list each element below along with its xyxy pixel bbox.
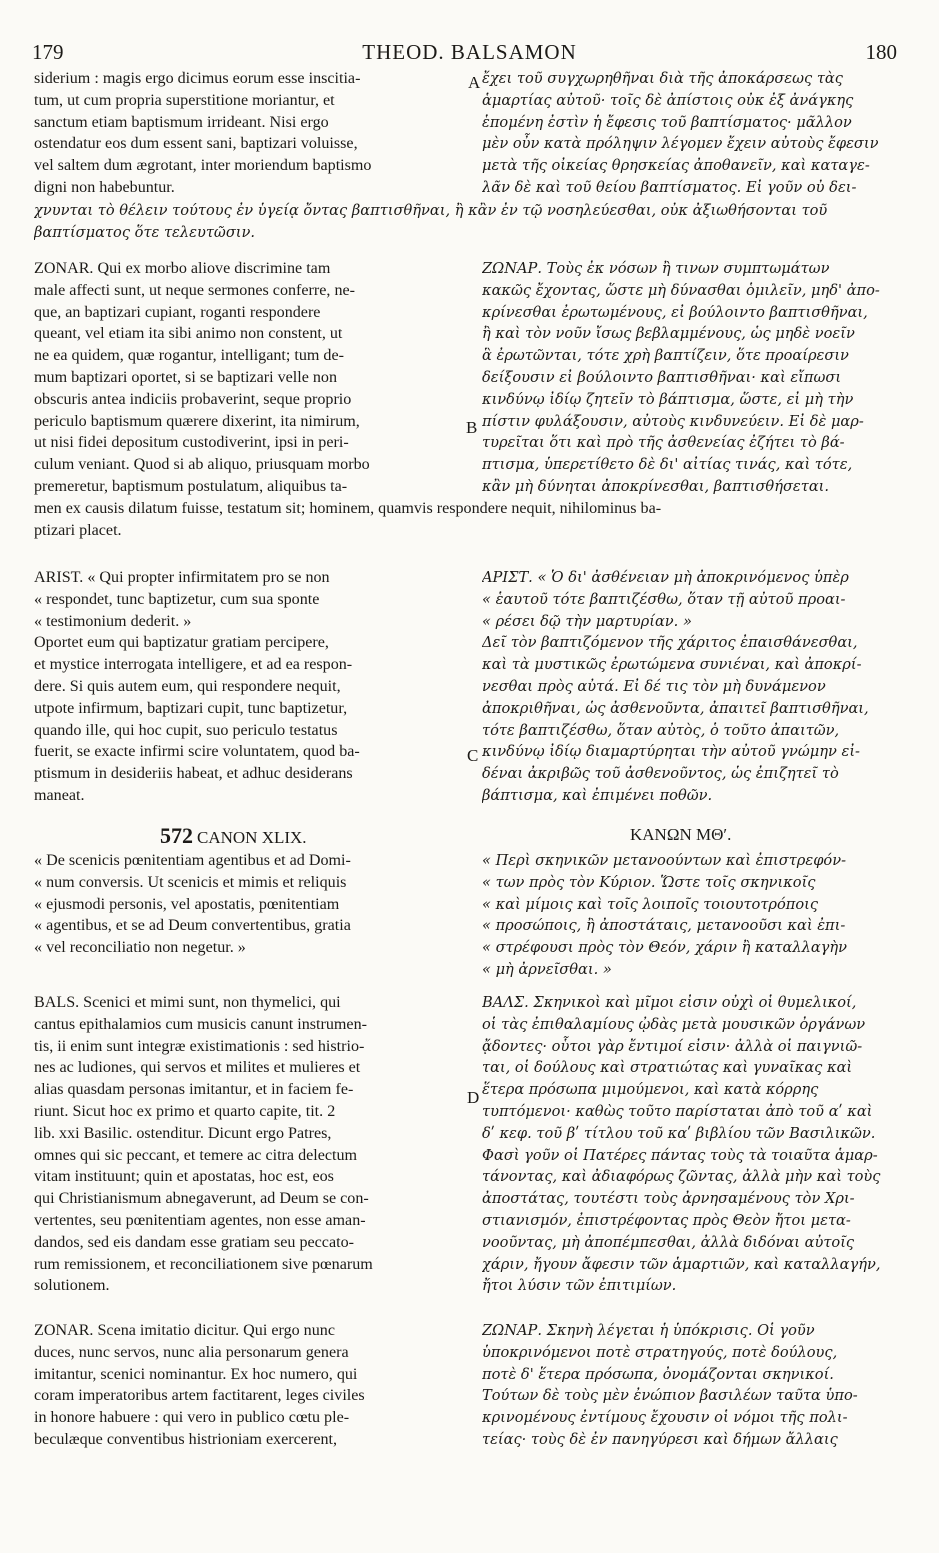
canon-text-greek xyxy=(482,850,904,981)
text-line: πτισμα, ὑπερετίθετο δὲ δι' αἰτίας τινάς, καὶ τότε, xyxy=(482,456,853,474)
text-line: « στρέφουσι πρὸς τὸν Θεόν, χάριν ἢ καταλλαγὴν xyxy=(482,939,848,957)
text-line: premeretur, baptismum postulatum, aliquibus ta- xyxy=(34,477,348,495)
text-line: ἤτοι λύσιν τῶν ἐπιτιμίων. xyxy=(482,1277,677,1295)
margin-marker-b: B xyxy=(466,418,478,437)
text-line: ἢ καὶ τὸν νοῦν ἴσως βεβλαμμένους, ὡς μηδὲ νοεῖν xyxy=(482,325,855,343)
text-line: ΖΩΝΑΡ. Σκηνὴ λέγεται ἡ ὑπόκρισις. Οἱ γοῦν xyxy=(482,1322,815,1339)
text-line: siderium : magis ergo dicimus eorum esse inscitia- xyxy=(34,70,361,87)
text-line: « ρέσει δῷ τὴν μαρτυρίαν. » xyxy=(482,612,692,630)
text-line: « testimonium dederit. » xyxy=(34,612,192,630)
text-line: Oportet eum qui baptizatur gratiam percipere, xyxy=(34,634,329,652)
canon-title-greek: ΚΑΝΩΝ ΜΘʹ. xyxy=(630,825,732,844)
text-line: ut nisi fidei depositum custodiverint, ipsi in peri- xyxy=(34,434,349,452)
text-line: νοοῦντας, μὴ ἀποπέμπεσθαι, ἀλλὰ διδόναι αὐτοῖς xyxy=(482,1233,855,1251)
text-line: cantus epithalamios cum musicis canunt instrumen- xyxy=(34,1015,367,1033)
text-line: κρίνεσθαι ἐρωτωμένους, εἰ βούλοιντο βαπτισθῆναι, xyxy=(482,303,868,321)
text-line: sanctum etiam baptismum irrideant. Nisi ergo xyxy=(34,113,329,131)
text-line: ἀποκριθῆναι, ὡς ἀσθενοῦντα, ἀπαιτεῖ βαπτισθῆναι, xyxy=(482,699,869,717)
text-line: ΖΩΝΑΡ. Τοὺς ἐκ νόσων ἢ τινων συμπτωμάτων xyxy=(482,260,830,277)
text-line: βαπτίσματος ὅτε τελευτῶσιν. xyxy=(34,223,256,241)
text-line: omnes qui sic peccant, et temere ac citra delectum xyxy=(34,1146,358,1164)
text-line: alias quasdam personas imitantur, et in faciem fe- xyxy=(34,1081,354,1099)
text-line: « Περὶ σκηνικῶν μετανοούντων καὶ ἐπιστρεφόν- xyxy=(482,852,847,869)
text-line: dandos, sed eis dandam esse gratiam seu peccato- xyxy=(34,1233,354,1251)
text-line: οἱ τὰς ἐπιθαλαμίους ᾠδὰς μετὰ μουσικῶν ὀργάνων xyxy=(482,1015,866,1033)
text-line: ἕτερα πρόσωπα μιμούμενοι, καὶ κατὰ κόρρης xyxy=(482,1081,819,1099)
text-line: duces, nunc servos, nunc alia personarum genera xyxy=(34,1343,349,1361)
text-line: ποτὲ δ' ἕτερα πρόσωπα, ὀνομάζονται σκηνικοί. xyxy=(482,1365,834,1383)
latin-fullwidth-continuation xyxy=(34,498,904,542)
canon-text-latin xyxy=(34,850,464,959)
text-line: « respondet, tunc baptizetur, cum sua sponte xyxy=(34,590,320,608)
text-line: « προσώποις, ἢ ἀποστάταις, μετανοοῦσι καὶ ἐπι- xyxy=(482,917,846,935)
text-line: ἃ ἐρωτῶνται, τότε χρὴ βαπτίζειν, ὅτε προαίρεσιν xyxy=(482,347,849,365)
text-line: vitam instituunt; quin et apostatas, hoc est, eos xyxy=(34,1168,334,1186)
text-line: κἂν μὴ δύνηται ἀποκρίνεσθαι, βαπτισθήσεται. xyxy=(482,477,830,495)
canon-heading-latin xyxy=(160,823,307,849)
text-line: ΑΡΙΣΤ. « Ὁ δι' ἀσθένειαν μὴ ἀποκρινόμενος ὑπὲρ xyxy=(482,569,849,586)
margin-marker-d: D xyxy=(467,1088,480,1107)
text-line: μετὰ τῆς οἰκείας θρησκείας ἀποθανεῖν, καὶ καταγε- xyxy=(482,157,870,175)
text-line: ne ea quidem, quæ rogantur, intelligant; tum de- xyxy=(34,347,344,365)
text-line: χάριν, ἤγουν ἄφεσιν τῶν ἁμαρτιῶν, καὶ καταλλαγήν, xyxy=(482,1255,881,1273)
text-line: ptizari placet. xyxy=(34,521,122,539)
text-line: ptismum in desideriis habeat, et adhuc desiderans xyxy=(34,765,353,783)
text-line: χνυνται τὸ θέλειν τούτους ἐν ὑγείᾳ ὄντας βαπτισθῆναι, ἢ κἂν ἐν τῷ νοσηλεύεσθαι, οὐκ ἀξιωθήσονται τοῦ xyxy=(34,202,828,219)
greek-text-zonaras xyxy=(482,258,904,498)
text-line: κινδύνῳ ἰδίῳ ζητεῖν τὸ βάπτισμα, ὥστε, εἰ μὴ τὴν xyxy=(482,390,854,408)
text-line: vertentes, seu pœnitentiam agentes, non esse aman- xyxy=(34,1211,366,1229)
text-line: ARIST. « Qui propter infirmitatem pro se non xyxy=(34,569,330,586)
text-line: men ex causis dilatum fuisse, testatum sit; hominem, quamvis respondere nequit, nihilominus ba- xyxy=(34,500,662,517)
text-line: βάπτισμα, καὶ ἐπιμένει ποθῶν. xyxy=(482,786,713,804)
text-line: δʹ κεφ. τοῦ βʹ τίτλου τοῦ καʹ βιβλίου τῶν Βασιλικῶν. xyxy=(482,1124,876,1142)
text-line: imitantur, scenici nominantur. Ex hoc numero, qui xyxy=(34,1365,358,1383)
text-line: δείξουσιν εἰ βούλοιντο βαπτισθῆναι· καὶ εἴπωσι xyxy=(482,368,842,386)
running-header xyxy=(0,40,939,70)
text-line: quando ille, qui hoc cupit, suo periculo testatus xyxy=(34,721,338,739)
text-line: τείας· τοὺς δὲ ἐν πανηγύρεσι καὶ δήμων ἄλλαις xyxy=(482,1430,838,1448)
text-line: « καὶ μίμοις καὶ τοῖς λοιποῖς τοιουτοτρόποις xyxy=(482,895,819,913)
text-line: « των πρὸς τὸν Κύριον. Ὥστε τοῖς σκηνικοῖς xyxy=(482,873,816,891)
text-line: « vel reconciliatio non negetur. » xyxy=(34,939,246,957)
text-line: στιανισμόν, ἐπιστρέφοντας πρὸς Θεὸν ἤτοι μετα- xyxy=(482,1211,851,1229)
greek-text-aristenus xyxy=(482,567,904,807)
text-line: periculo baptismum quærere dixerint, ita nimirum, xyxy=(34,412,360,430)
page-number-right: 180 xyxy=(865,40,897,64)
text-line: τότε βαπτιζέσθω, ὅταν αὐτὸς, ὁ τοῦτο ἀπαιτῶν, xyxy=(482,721,840,739)
text-line: ὑποκρινόμενοι ποτὲ στρατηγούς, ποτὲ δούλους, xyxy=(482,1343,838,1361)
text-line: « μὴ ἀρνεῖσθαι. » xyxy=(482,960,612,978)
text-line: λᾶν δὲ καὶ τοῦ θείου βαπτίσματος. Εἰ γοῦν οὐ δει- xyxy=(482,178,857,196)
margin-marker-a: A xyxy=(468,73,481,92)
text-line: ἁμαρτίας αὐτοῦ· τοῖς δὲ ἀπίστοις οὐκ ἐξ ἀνάγκης xyxy=(482,91,854,109)
text-line: πίστιν φυλάξουσιν, αὐτοὺς κινδυνεύειν. Εἰ δὲ μαρ- xyxy=(482,412,864,430)
text-line: in honore habuere : qui vero in publico cœtu ple- xyxy=(34,1409,350,1427)
text-line: nes ac ludiones, qui servos et milites et mulieres et xyxy=(34,1059,361,1077)
text-line: et mystice interrogata intelligere, et ad ea respon- xyxy=(34,656,353,674)
text-line: « ἑαυτοῦ τότε βαπτιζέσθω, ὅταν τῇ αὐτοῦ προαι- xyxy=(482,590,846,608)
text-line: vel saltem dum ægrotant, inter moriendum baptismo xyxy=(34,157,372,175)
text-line: coram imperatoribus artem factitarent, leges civiles xyxy=(34,1387,365,1405)
text-line: Τούτων δὲ τοὺς μὲν ἐνώπιον βασιλέων ταῦτα ὑπο- xyxy=(482,1387,858,1405)
text-line: ZONAR. Qui ex morbo aliove discrimine tam xyxy=(34,260,331,277)
text-line: lib. xxi Basilic. ostenditur. Dicunt ergo Patres, xyxy=(34,1124,332,1142)
text-line: beculæque conventibus histrioniam exercerent, xyxy=(34,1430,337,1448)
text-line: τάνοντας, καὶ ἀδιαφόρως ζῶντας, ἀλλὰ μὴν καὶ τοὺς xyxy=(482,1168,881,1186)
text-line: μὲν οὖν κατὰ πρόληψιν λέγομεν ἔχειν αὐτοὺς ἔφεσιν xyxy=(482,135,879,153)
text-line: riunt. Sicut hoc ex primo et quarto capite, tit. 2 xyxy=(34,1102,336,1120)
text-line: rum remissionem, et reconciliationem sive pœnarum xyxy=(34,1255,373,1273)
text-line: κινδύνῳ ἰδίῳ διαμαρτύρηται τὴν αὐτοῦ γνώμην εἰ- xyxy=(482,743,860,761)
text-line: dere. Si quis autem eum, qui respondere nequit, xyxy=(34,677,341,695)
greek-fullwidth-continuation xyxy=(34,200,904,244)
latin-text-block-1 xyxy=(34,68,464,199)
greek-text-block-1 xyxy=(482,68,904,199)
text-line: Φασὶ γοῦν οἱ Πατέρες πάντας τοὺς τὰ τοιαῦτα ἁμαρ- xyxy=(482,1146,878,1164)
text-line: qui Christianismum abnegaverunt, ad Deum se con- xyxy=(34,1190,369,1208)
page-number-left: 179 xyxy=(32,40,64,64)
text-line: « agentibus, et se ad Deum convertentibus, gratia xyxy=(34,917,351,935)
text-line: digni non habebuntur. xyxy=(34,178,175,196)
text-line: culum veniant. Quod si ab aliquo, priusquam morbo xyxy=(34,456,370,474)
text-line: « num conversis. Ut scenicis et mimis et reliquis xyxy=(34,873,347,891)
text-line: ται, οἱ δούλους καὶ στρατιώτας καὶ γυναῖκας καὶ xyxy=(482,1059,853,1077)
text-line: « De scenicis pœnitentiam agentibus et ad Domi- xyxy=(34,852,351,869)
text-line: Δεῖ τὸν βαπτιζόμενον τῆς χάριτος ἐπαισθάνεσθαι, xyxy=(482,634,858,652)
running-title: THEOD. BALSAMON xyxy=(362,40,577,64)
text-line: maneat. xyxy=(34,786,85,804)
text-line: κακῶς ἔχοντας, ὥστε μὴ δύνασθαι ὁμιλεῖν, μηδ' ἀπο- xyxy=(482,281,880,299)
text-line: ᾄδοντες· οὗτοι γὰρ ἔντιμοί εἰσιν· ἀλλὰ οἱ παιγνιῶ- xyxy=(482,1037,863,1055)
text-line: καὶ τὰ μυστικῶς ἐρωτώμενα συνιέναι, καὶ ἀποκρί- xyxy=(482,656,862,674)
text-line: ἑπομένη ἐστὶν ἡ ἔφεσις τοῦ βαπτίσματος· μᾶλλον xyxy=(482,113,852,131)
text-line: ἔχει τοῦ συγχωρηθῆναι διὰ τῆς ἀποκάρσεως τὰς xyxy=(482,70,843,87)
canon-title-latin: CANON XLIX. xyxy=(197,828,307,847)
latin-text-zonaras-2 xyxy=(34,1320,464,1451)
text-line: δέναι ἀκριβῶς τοῦ ἀσθενοῦντος, ὡς ἐπιζητεῖ τὸ xyxy=(482,765,839,783)
latin-text-balsamon xyxy=(34,992,464,1297)
text-line: κρινομένους ἐντίμους ἔχουσιν οἱ νόμοι τῆς πολι- xyxy=(482,1409,848,1427)
latin-text-aristenus xyxy=(34,567,464,807)
text-line: mum baptizari oportet, si se baptizari velle non xyxy=(34,368,338,386)
text-line: solutionem. xyxy=(34,1277,110,1295)
text-line: utpote infirmum, baptizari cupit, tunc baptizetur, xyxy=(34,699,348,717)
text-line: ΒΑΛΣ. Σκηνικοὶ καὶ μῖμοι εἰσιν οὐχὶ οἱ θυμελικοί, xyxy=(482,994,857,1011)
latin-text-zonaras xyxy=(34,258,464,498)
text-line: tis, ii enim sunt integræ existimationis : sed histrio- xyxy=(34,1037,365,1055)
text-line: queant, vel etiam ita sibi animo non constent, ut xyxy=(34,325,343,343)
text-line: ZONAR. Scena imitatio dicitur. Qui ergo nunc xyxy=(34,1322,335,1339)
column-number: 572 xyxy=(160,823,193,848)
text-line: tum, ut cum propria superstitione moriantur, et xyxy=(34,91,335,109)
text-line: BALS. Scenici et mimi sunt, non thymelici, qui xyxy=(34,994,341,1011)
text-line: « ejusmodi personis, vel apostatis, pœnitentiam xyxy=(34,895,340,913)
text-line: que, an baptizari cupiant, roganti respondere xyxy=(34,303,321,321)
margin-marker-c: C xyxy=(467,746,479,765)
greek-text-balsamon xyxy=(482,992,904,1297)
text-line: τυρεῖται ὅτι καὶ πρὸ τῆς ἀσθενείας ἐζήτει τὸ βά- xyxy=(482,434,845,452)
greek-text-zonaras-2 xyxy=(482,1320,904,1451)
text-line: fuerit, se exacte infirmi scire voluntatem, quod ba- xyxy=(34,743,360,761)
text-line: τυπτόμενοι· καθὼς τοῦτο παρίσταται ἀπὸ τοῦ αʹ καὶ xyxy=(482,1102,873,1120)
text-line: obscuris antea indiciis probaverint, seque proprio xyxy=(34,390,352,408)
text-line: male affecti sunt, ut neque sermones conferre, ne- xyxy=(34,281,355,299)
text-line: ostendatur eos dum essent sani, baptizari voluisse, xyxy=(34,135,358,153)
text-line: νεσθαι πρὸς αὐτά. Εἰ δέ τις τὸν μὴ δυνάμενον xyxy=(482,677,826,695)
text-line: ἀποστάτας, τουτέστι τοὺς ἀρνησαμένους τὸν Χρι- xyxy=(482,1190,855,1208)
